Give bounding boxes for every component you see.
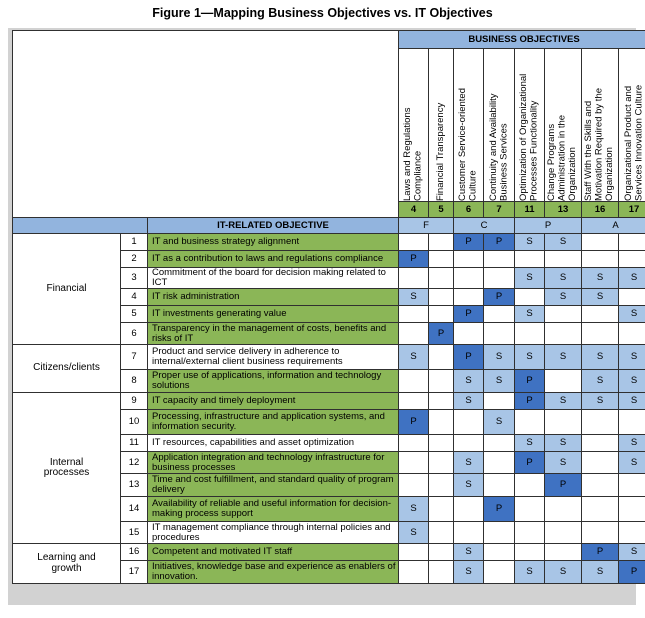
empty-cell	[429, 497, 454, 522]
it-objective-text: Application integration and technology infrastructure for business processes	[148, 452, 399, 474]
business-objective-number: 16	[582, 202, 619, 218]
empty-cell	[429, 251, 454, 268]
secondary-mark-cell: S	[454, 561, 484, 584]
objective-number: 13	[121, 474, 148, 497]
empty-cell	[429, 452, 454, 474]
primary-mark-cell: P	[399, 251, 429, 268]
it-objective-text: Product and service delivery in adherence to internal/external client business requirements	[148, 345, 399, 370]
empty-cell	[454, 410, 484, 435]
it-objective-text: IT investments generating value	[148, 306, 399, 323]
primary-mark-cell: P	[454, 234, 484, 251]
primary-mark-cell: P	[515, 452, 545, 474]
empty-cell	[545, 522, 582, 544]
table-row	[13, 544, 645, 561]
secondary-mark-cell: S	[399, 289, 429, 306]
primary-mark-cell: P	[454, 345, 484, 370]
empty-cell	[619, 497, 645, 522]
objective-number: 16	[121, 544, 148, 561]
primary-mark-cell: P	[515, 370, 545, 393]
secondary-mark-cell: S	[545, 561, 582, 584]
empty-cell	[515, 410, 545, 435]
objective-number: 8	[121, 370, 148, 393]
empty-cell	[545, 323, 582, 345]
primary-mark-cell: P	[399, 410, 429, 435]
it-header-spacer	[13, 218, 148, 234]
empty-cell	[484, 452, 515, 474]
secondary-mark-cell: S	[484, 410, 515, 435]
empty-cell	[454, 522, 484, 544]
secondary-mark-cell: S	[454, 370, 484, 393]
primary-mark-cell: P	[484, 289, 515, 306]
primary-mark-cell: P	[515, 393, 545, 410]
secondary-mark-cell: S	[545, 345, 582, 370]
empty-cell	[399, 435, 429, 452]
secondary-mark-cell: S	[515, 435, 545, 452]
empty-cell	[484, 251, 515, 268]
table-row	[13, 393, 645, 410]
empty-cell	[429, 289, 454, 306]
empty-cell	[619, 323, 645, 345]
business-objective-number: 4	[399, 202, 429, 218]
objective-number: 14	[121, 497, 148, 522]
primary-mark-cell: P	[454, 306, 484, 323]
empty-cell	[454, 289, 484, 306]
empty-cell	[484, 435, 515, 452]
secondary-mark-cell: S	[515, 345, 545, 370]
empty-cell	[515, 251, 545, 268]
empty-cell	[484, 544, 515, 561]
table-row	[13, 234, 645, 251]
business-objective-label: Customer Service-oriented Culture	[457, 88, 479, 201]
empty-cell	[619, 410, 645, 435]
empty-cell	[545, 410, 582, 435]
empty-cell	[515, 522, 545, 544]
empty-cell	[582, 452, 619, 474]
empty-cell	[619, 289, 645, 306]
objective-number: 1	[121, 234, 148, 251]
empty-cell	[399, 323, 429, 345]
empty-cell	[582, 474, 619, 497]
empty-cell	[582, 306, 619, 323]
figure-title: Figure 1—Mapping Business Objectives vs. IT Objectives	[152, 6, 493, 20]
empty-cell	[515, 323, 545, 345]
empty-cell	[515, 544, 545, 561]
business-objective-label: Optimization of Organizational Processes Functionality	[518, 73, 540, 201]
it-objective-text: Initiatives, knowledge base and experience as enablers of innovation.	[148, 561, 399, 584]
secondary-mark-cell: S	[399, 522, 429, 544]
objective-number: 2	[121, 251, 148, 268]
empty-cell	[484, 306, 515, 323]
perspective-process: P	[515, 218, 582, 234]
perspective-group-label: Citizens/clients	[13, 345, 121, 393]
objective-number: 7	[121, 345, 148, 370]
primary-mark-cell: P	[582, 544, 619, 561]
table-row	[13, 345, 645, 370]
business-objective-number: 13	[545, 202, 582, 218]
it-objective-text: IT capacity and timely deployment	[148, 393, 399, 410]
secondary-mark-cell: S	[484, 370, 515, 393]
business-objective-number: 6	[454, 202, 484, 218]
empty-cell	[619, 251, 645, 268]
it-objective-text: IT and business strategy alignment	[148, 234, 399, 251]
business-objective-header	[454, 49, 484, 202]
it-objective-text: IT resources, capabilities and asset optimization	[148, 435, 399, 452]
empty-cell	[429, 306, 454, 323]
empty-cell	[429, 561, 454, 584]
objective-number: 4	[121, 289, 148, 306]
empty-cell	[429, 435, 454, 452]
empty-cell	[399, 452, 429, 474]
business-objective-header	[429, 49, 454, 202]
empty-cell	[582, 410, 619, 435]
empty-cell	[515, 497, 545, 522]
business-objective-header	[545, 49, 582, 202]
mapping-table-frame	[8, 28, 645, 605]
empty-cell	[399, 474, 429, 497]
it-objective-text: Commitment of the board for decision making related to ICT	[148, 268, 399, 289]
secondary-mark-cell: S	[619, 435, 645, 452]
business-objectives-header: BUSINESS OBJECTIVES	[399, 31, 645, 49]
empty-cell	[545, 251, 582, 268]
business-objective-number: 11	[515, 202, 545, 218]
secondary-mark-cell: S	[582, 370, 619, 393]
empty-cell	[454, 435, 484, 452]
objective-number: 17	[121, 561, 148, 584]
primary-mark-cell: P	[619, 561, 645, 584]
empty-cell	[399, 306, 429, 323]
it-related-objective-header: IT-RELATED OBJECTIVE	[148, 218, 399, 234]
secondary-mark-cell: S	[515, 306, 545, 323]
objective-number: 15	[121, 522, 148, 544]
empty-cell	[582, 234, 619, 251]
it-objective-text: Transparency in the management of costs, benefits and risks of IT	[148, 323, 399, 345]
empty-cell	[429, 370, 454, 393]
secondary-mark-cell: S	[454, 544, 484, 561]
secondary-mark-cell: S	[582, 289, 619, 306]
secondary-mark-cell: S	[619, 452, 645, 474]
empty-cell	[582, 435, 619, 452]
objective-number: 12	[121, 452, 148, 474]
empty-cell	[399, 561, 429, 584]
secondary-mark-cell: S	[515, 234, 545, 251]
empty-cell	[454, 268, 484, 289]
primary-mark-cell: P	[429, 323, 454, 345]
empty-cell	[619, 522, 645, 544]
empty-cell	[619, 474, 645, 497]
business-objective-number: 7	[484, 202, 515, 218]
secondary-mark-cell: S	[619, 268, 645, 289]
secondary-mark-cell: S	[619, 306, 645, 323]
mapping-table	[12, 30, 645, 584]
perspective-group-label: Internal processes	[13, 393, 121, 544]
business-objective-header	[582, 49, 619, 202]
business-objective-label: Change Programs Administration in the Organization	[546, 114, 579, 201]
it-objective-text: Processing, infrastructure and application systems, and information security.	[148, 410, 399, 435]
secondary-mark-cell: S	[399, 497, 429, 522]
secondary-mark-cell: S	[582, 561, 619, 584]
business-objective-number: 17	[619, 202, 645, 218]
empty-cell	[484, 474, 515, 497]
secondary-mark-cell: S	[545, 234, 582, 251]
empty-cell	[399, 268, 429, 289]
empty-cell	[429, 410, 454, 435]
perspective-client: C	[454, 218, 515, 234]
it-objective-text: Competent and motivated IT staff	[148, 544, 399, 561]
primary-mark-cell: P	[484, 497, 515, 522]
perspective-financial: F	[399, 218, 454, 234]
objective-number: 3	[121, 268, 148, 289]
business-objective-label: Continuity and Availability Business Services	[487, 93, 510, 201]
business-objective-number: 5	[429, 202, 454, 218]
business-objective-label: Financial Transparency	[434, 102, 446, 201]
secondary-mark-cell: S	[545, 289, 582, 306]
empty-cell	[399, 234, 429, 251]
business-objective-label: Staff With the Skills and Motivation Required by the Organization	[583, 87, 616, 201]
empty-cell	[619, 234, 645, 251]
secondary-mark-cell: S	[484, 345, 515, 370]
objective-number: 9	[121, 393, 148, 410]
empty-cell	[399, 393, 429, 410]
empty-cell	[515, 289, 545, 306]
empty-cell	[484, 522, 515, 544]
secondary-mark-cell: S	[619, 544, 645, 561]
secondary-mark-cell: S	[515, 561, 545, 584]
empty-cell	[582, 323, 619, 345]
perspective-group-label: Financial	[13, 234, 121, 345]
corner-blank	[13, 31, 399, 218]
empty-cell	[454, 251, 484, 268]
empty-cell	[582, 522, 619, 544]
secondary-mark-cell: S	[399, 345, 429, 370]
it-objective-text: Proper use of applications, information and technology solutions	[148, 370, 399, 393]
business-objective-header	[484, 49, 515, 202]
it-objective-text: IT risk administration	[148, 289, 399, 306]
objective-number: 10	[121, 410, 148, 435]
empty-cell	[399, 370, 429, 393]
empty-cell	[484, 268, 515, 289]
secondary-mark-cell: S	[545, 452, 582, 474]
empty-cell	[429, 268, 454, 289]
empty-cell	[545, 544, 582, 561]
empty-cell	[582, 497, 619, 522]
empty-cell	[454, 323, 484, 345]
empty-cell	[545, 306, 582, 323]
secondary-mark-cell: S	[619, 345, 645, 370]
it-objective-text: IT as a contribution to laws and regulations compliance	[148, 251, 399, 268]
secondary-mark-cell: S	[619, 370, 645, 393]
empty-cell	[545, 370, 582, 393]
secondary-mark-cell: S	[454, 393, 484, 410]
empty-cell	[399, 544, 429, 561]
secondary-mark-cell: S	[545, 435, 582, 452]
secondary-mark-cell: S	[582, 393, 619, 410]
secondary-mark-cell: S	[582, 345, 619, 370]
secondary-mark-cell: S	[515, 268, 545, 289]
secondary-mark-cell: S	[454, 452, 484, 474]
business-objective-header	[619, 49, 645, 202]
empty-cell	[515, 474, 545, 497]
empty-cell	[545, 497, 582, 522]
business-objective-header	[399, 49, 429, 202]
business-objective-header	[515, 49, 545, 202]
objective-number: 5	[121, 306, 148, 323]
primary-mark-cell: P	[484, 234, 515, 251]
empty-cell	[429, 522, 454, 544]
perspective-group-label: Learning and growth	[13, 544, 121, 584]
primary-mark-cell: P	[545, 474, 582, 497]
empty-cell	[429, 544, 454, 561]
secondary-mark-cell: S	[545, 393, 582, 410]
objective-number: 11	[121, 435, 148, 452]
secondary-mark-cell: S	[619, 393, 645, 410]
objective-number: 6	[121, 323, 148, 345]
it-objective-text: Availability of reliable and useful information for decision-making process support	[148, 497, 399, 522]
empty-cell	[429, 234, 454, 251]
empty-cell	[429, 345, 454, 370]
business-objective-label: Laws and Regulations Compliance	[402, 107, 424, 201]
business-objective-label: Organizational Product and Services Innovation Culture	[622, 84, 645, 201]
perspective-learning: A	[582, 218, 645, 234]
secondary-mark-cell: S	[454, 474, 484, 497]
secondary-mark-cell: S	[545, 268, 582, 289]
empty-cell	[582, 251, 619, 268]
empty-cell	[429, 474, 454, 497]
empty-cell	[429, 393, 454, 410]
it-objective-text: IT management compliance through internal policies and procedures	[148, 522, 399, 544]
secondary-mark-cell: S	[582, 268, 619, 289]
it-objective-text: Time and cost fulfillment, and standard quality of program delivery	[148, 474, 399, 497]
empty-cell	[484, 393, 515, 410]
empty-cell	[484, 323, 515, 345]
empty-cell	[454, 497, 484, 522]
empty-cell	[484, 561, 515, 584]
